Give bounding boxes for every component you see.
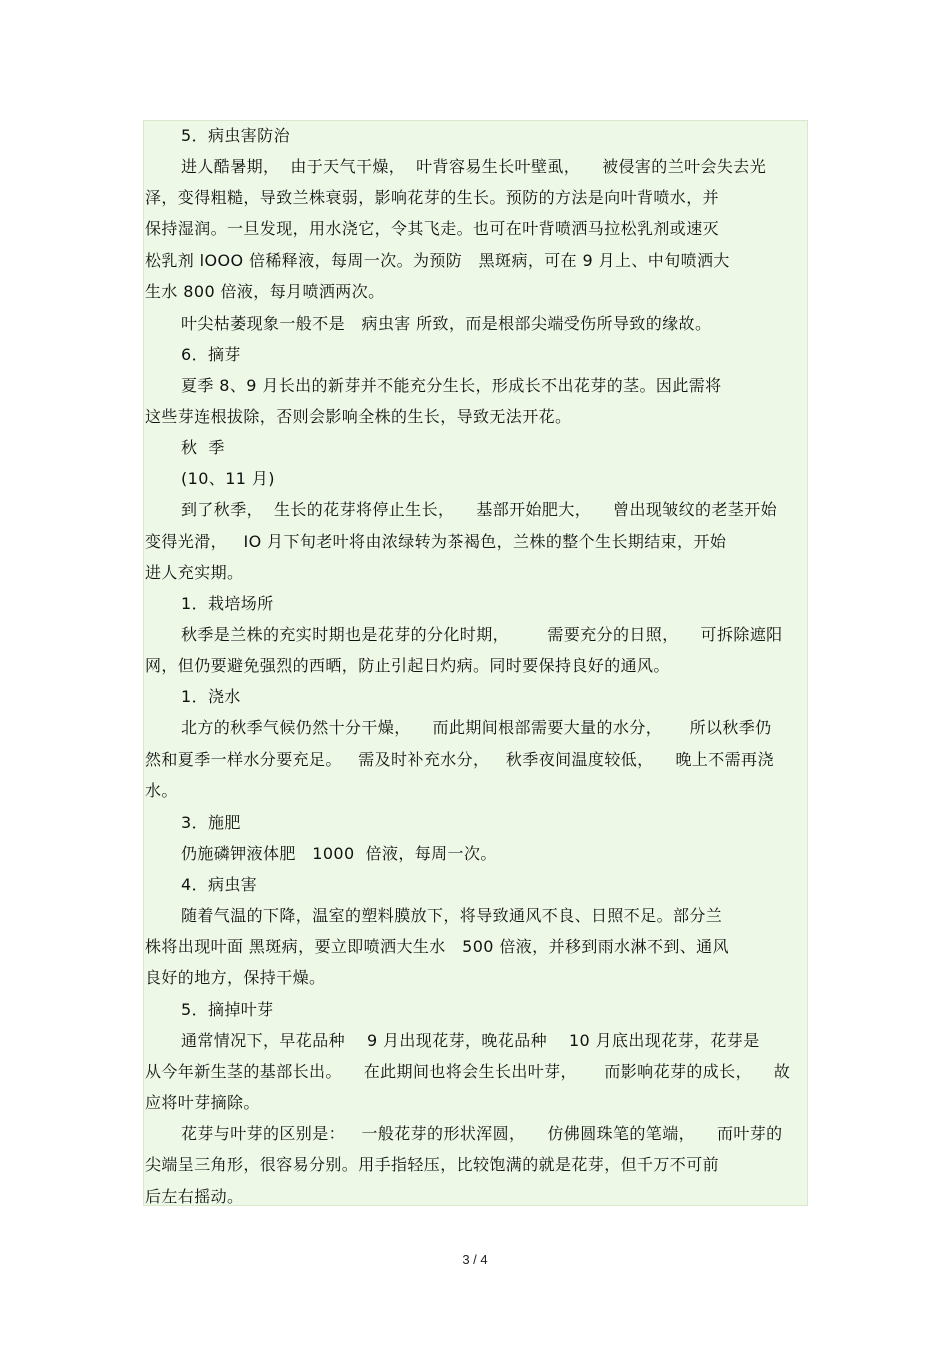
paragraph-line: 叶尖枯萎现象一般不是 病虫害 所致，而是根部尖端受伤所导致的缘故。	[181, 314, 712, 333]
heading-pests: 4．病虫害	[181, 875, 258, 894]
paragraph-line: 生水 800 倍液，每月喷洒两次。	[145, 282, 385, 301]
paragraph-line: 然和夏季一样水分要充足。 需及时补充水分， 秋季夜间温度较低， 晚上不需再浇	[145, 750, 774, 769]
paragraph-line: 株将出现叶面 黑斑病，要立即喷洒大生水 500 倍液，并移到雨水淋不到、通风	[145, 937, 729, 956]
paragraph-line: 保持湿润。一旦发现，用水浇它，令其飞走。也可在叶背喷洒马拉松乳剂或速灭	[145, 219, 720, 238]
paragraph-line: 应将叶芽摘除。	[145, 1093, 260, 1112]
paragraph-line: 尖端呈三角形，很容易分别。用手指轻压，比较饱满的就是花芽，但千万不可前	[145, 1155, 720, 1174]
heading-months: (10、11 月)	[181, 469, 275, 488]
heading-leaf-bud-removal: 5．摘掉叶芽	[181, 1000, 274, 1019]
paragraph-line: 松乳剂 lOOO 倍稀释液，每周一次。为预防 黑斑病，可在 9 月上、中旬喷洒大	[145, 251, 730, 270]
paragraph-line: 秋季是兰株的充实时期也是花芽的分化时期， 需要充分的日照， 可拆除遮阳	[181, 625, 783, 644]
paragraph-line: 进人酷暑期， 由于天气干燥， 叶背容易生长叶壁虱， 被侵害的兰叶会失去光	[181, 157, 767, 176]
heading-cultivation-site: 1．栽培场所	[181, 594, 274, 613]
paragraph-line: 泽，变得粗糙，导致兰株衰弱，影响花芽的生长。预防的方法是向叶背喷水，并	[145, 188, 720, 207]
paragraph-line: 网，但仍要避免强烈的西晒，防止引起日灼病。同时要保持良好的通风。	[145, 656, 670, 675]
paragraph-line: 这些芽连根拔除，否则会影响全株的生长，导致无法开花。	[145, 407, 572, 426]
heading-fertilizing: 3．施肥	[181, 813, 241, 832]
paragraph-line: 通常情况下，早花品种 9 月出现花芽，晚花品种 10 月底出现花芽，花芽是	[181, 1031, 760, 1050]
paragraph-line: 良好的地方，保持干燥。	[145, 968, 326, 987]
paragraph-line: 变得光滑， IO 月下旬老叶将由浓绿转为茶褐色，兰株的整个生长期结束，开始	[145, 532, 727, 551]
heading-pest-control: 5．病虫害防治	[181, 126, 290, 145]
paragraph-line: 后左右摇动。	[145, 1187, 244, 1206]
paragraph-line: 水。	[145, 781, 178, 800]
heading-autumn: 秋 季	[181, 438, 225, 457]
heading-bud-picking: 6．摘芽	[181, 345, 241, 364]
heading-watering: 1．浇水	[181, 687, 241, 706]
paragraph-line: 花芽与叶芽的区别是： 一般花芽的形状浑圆， 仿佛圆珠笔的笔端， 而叶芽的	[181, 1124, 783, 1143]
paragraph-line: 进人充实期。	[145, 563, 244, 582]
paragraph-line: 夏季 8、9 月长出的新芽并不能充分生长，形成长不出花芽的茎。因此需将	[181, 376, 722, 395]
page-number: 3 / 4	[462, 1252, 488, 1267]
paragraph-line: 从今年新生茎的基部长出。 在此期间也将会生长出叶芽， 而影响花芽的成长， 故	[145, 1062, 791, 1081]
paragraph-line: 北方的秋季气候仍然十分干燥， 而此期间根部需要大量的水分， 所以秋季仍	[181, 718, 772, 737]
paragraph-line: 到了秋季， 生长的花芽将停止生长， 基部开始肥大， 曾出现皱纹的老茎开始	[181, 500, 778, 519]
paragraph-line: 仍施磷钾液体肥 1000 倍液，每周一次。	[181, 844, 497, 863]
paragraph-line: 随着气温的下降，温室的塑料膜放下，将导致通风不良、日照不足。部分兰	[181, 906, 723, 925]
